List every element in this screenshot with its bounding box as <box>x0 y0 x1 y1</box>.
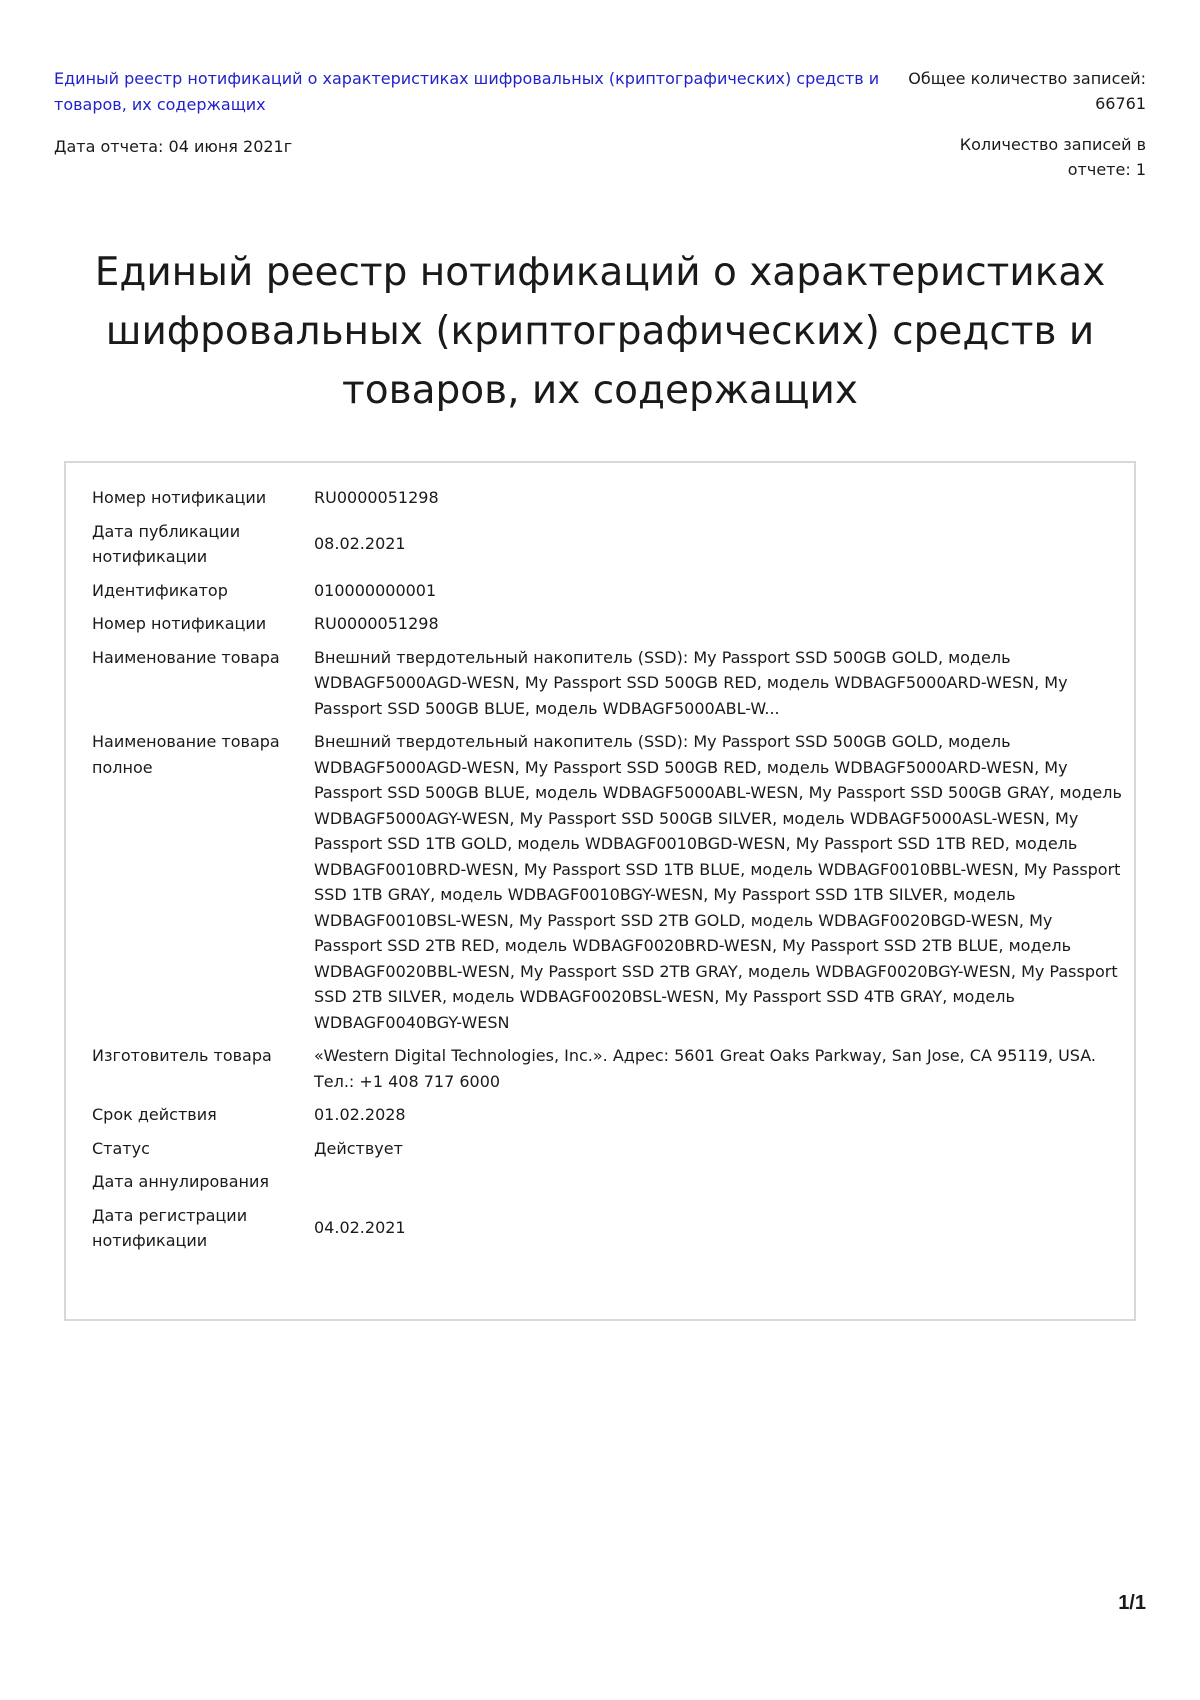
product-name-full-value: Внешний твердотельный накопитель (SSD): My Passport SSD 500GB GOLD, модель WDBAGF5000AGD-WESN, My Passport SSD 500GB RED, модель WDBAGF5000ARD-WESN, My Passport SSD 500GB BLUE, модель WDBAGF5000ABL-WESN, My Passport SSD 500GB GRAY, модель WDBAGF5000AGY-WESN, My Passport SSD 500GB SILVER, модель WDBAGF5000ASL-WESN, My Passport SSD 1TB GOLD, модель WDBAGF0010BGD-WESN, My Passport SSD 1TB RED, модель WDBAGF0010BRD-WESN, My Passport SSD 1TB BLUE, модель WDBAGF0010BBL-WESN, My Passport SSD 1TB GRAY, модель WDBAGF0010BGY-WESN, My Passport SSD 1TB SILVER, модель WDBAGF0010BSL-WESN, My Passport SSD 2TB GOLD, модель WDBAGF0020BGD-WESN, My Passport SSD 2TB RED, модель WDBAGF0020BRD-WESN, My Passport SSD 2TB BLUE, модель WDBAGF0020BBL-WESN, My Passport SSD 2TB GRAY, модель WDBAGF0020BGY-WESN, My Passport SSD 2TB SILVER, модель WDBAGF0020BSL-WESN, My Passport SSD 4TB GRAY, модель WDBAGF0040BGY-WESN <box>314 732 1122 1032</box>
cancellation-date-label: Дата аннулирования <box>92 1172 269 1191</box>
page-title-line-2: шифровальных (криптографических) средств и <box>105 309 1095 354</box>
product-name-value: Внешний твердотельный накопитель (SSD): My Passport SSD 500GB GOLD, модель WDBAGF5000AGD-WESN, My Passport SSD 500GB RED, модель WDBAGF5000ARD-WESN, My Passport SSD 500GB BLUE, модель WDBAGF5000ABL-W... <box>314 647 1068 718</box>
row-validity <box>92 1098 1122 1132</box>
counts-spacer <box>886 116 1146 132</box>
report-records-label: Количество записей в <box>959 135 1146 154</box>
total-records-value: 66761 <box>1095 94 1146 113</box>
row-cancellation-date <box>92 1165 1122 1199</box>
row-notification-number <box>92 481 1122 515</box>
notification-number-label-2: Номер нотификации <box>92 614 267 633</box>
registration-date-value: 04.02.2021 <box>314 1218 406 1238</box>
report-date: Дата отчета: 04 июня 2021г <box>54 137 293 156</box>
status-value: Действует <box>314 1138 403 1158</box>
notification-number-value-2: RU0000051298 <box>314 614 439 633</box>
row-product-name-full <box>92 725 1122 1039</box>
row-notification-number-2 <box>92 607 1122 641</box>
page-title-line-3: товаров, их содержащих <box>342 368 858 413</box>
row-registration-date <box>92 1199 1122 1258</box>
page-title-line-1: Единый реестр нотификаций о характеристиках <box>94 250 1106 295</box>
record-counts <box>886 66 1146 182</box>
row-publication-date <box>92 515 1122 574</box>
record-table <box>92 481 1122 1258</box>
product-name-label: Наименование товара <box>92 647 280 667</box>
row-product-name <box>92 641 1122 726</box>
page-title <box>60 243 1140 420</box>
notification-number-label: Номер нотификации <box>92 488 267 507</box>
registry-link[interactable]: Единый реестр нотификаций о характеристиках шифровальных (криптографических) средств и товаров, их содержащих <box>54 69 880 114</box>
validity-label: Срок действия <box>92 1105 217 1124</box>
row-identifier <box>92 574 1122 608</box>
validity-value: 01.02.2028 <box>314 1105 406 1124</box>
row-status <box>92 1132 1122 1166</box>
status-label: Статус <box>92 1138 150 1158</box>
identifier-value: 010000000001 <box>314 580 437 600</box>
total-records-label: Общее количество записей: <box>908 69 1146 88</box>
notification-number-value: RU0000051298 <box>314 488 439 507</box>
product-name-full-label: Наименование товара полное <box>92 732 280 777</box>
registration-date-label: Дата регистрации нотификации <box>92 1205 248 1250</box>
identifier-label: Идентификатор <box>92 580 228 600</box>
publication-date-value: 08.02.2021 <box>314 534 406 554</box>
publication-date-label: Дата публикации нотификации <box>92 521 241 566</box>
cancellation-date-value <box>314 1165 1122 1199</box>
page-number: 1/1 <box>1118 1592 1146 1614</box>
row-manufacturer <box>92 1039 1122 1098</box>
report-records-value: отчете: 1 <box>1067 160 1146 179</box>
report-header <box>54 66 1146 186</box>
record-card <box>64 461 1136 1321</box>
manufacturer-value: «Western Digital Technologies, Inc.». Адрес: 5601 Great Oaks Parkway, San Jose, CA 95119, USA. Тел.: +1 408 717 6000 <box>314 1046 1096 1091</box>
manufacturer-label: Изготовитель товара <box>92 1046 272 1065</box>
